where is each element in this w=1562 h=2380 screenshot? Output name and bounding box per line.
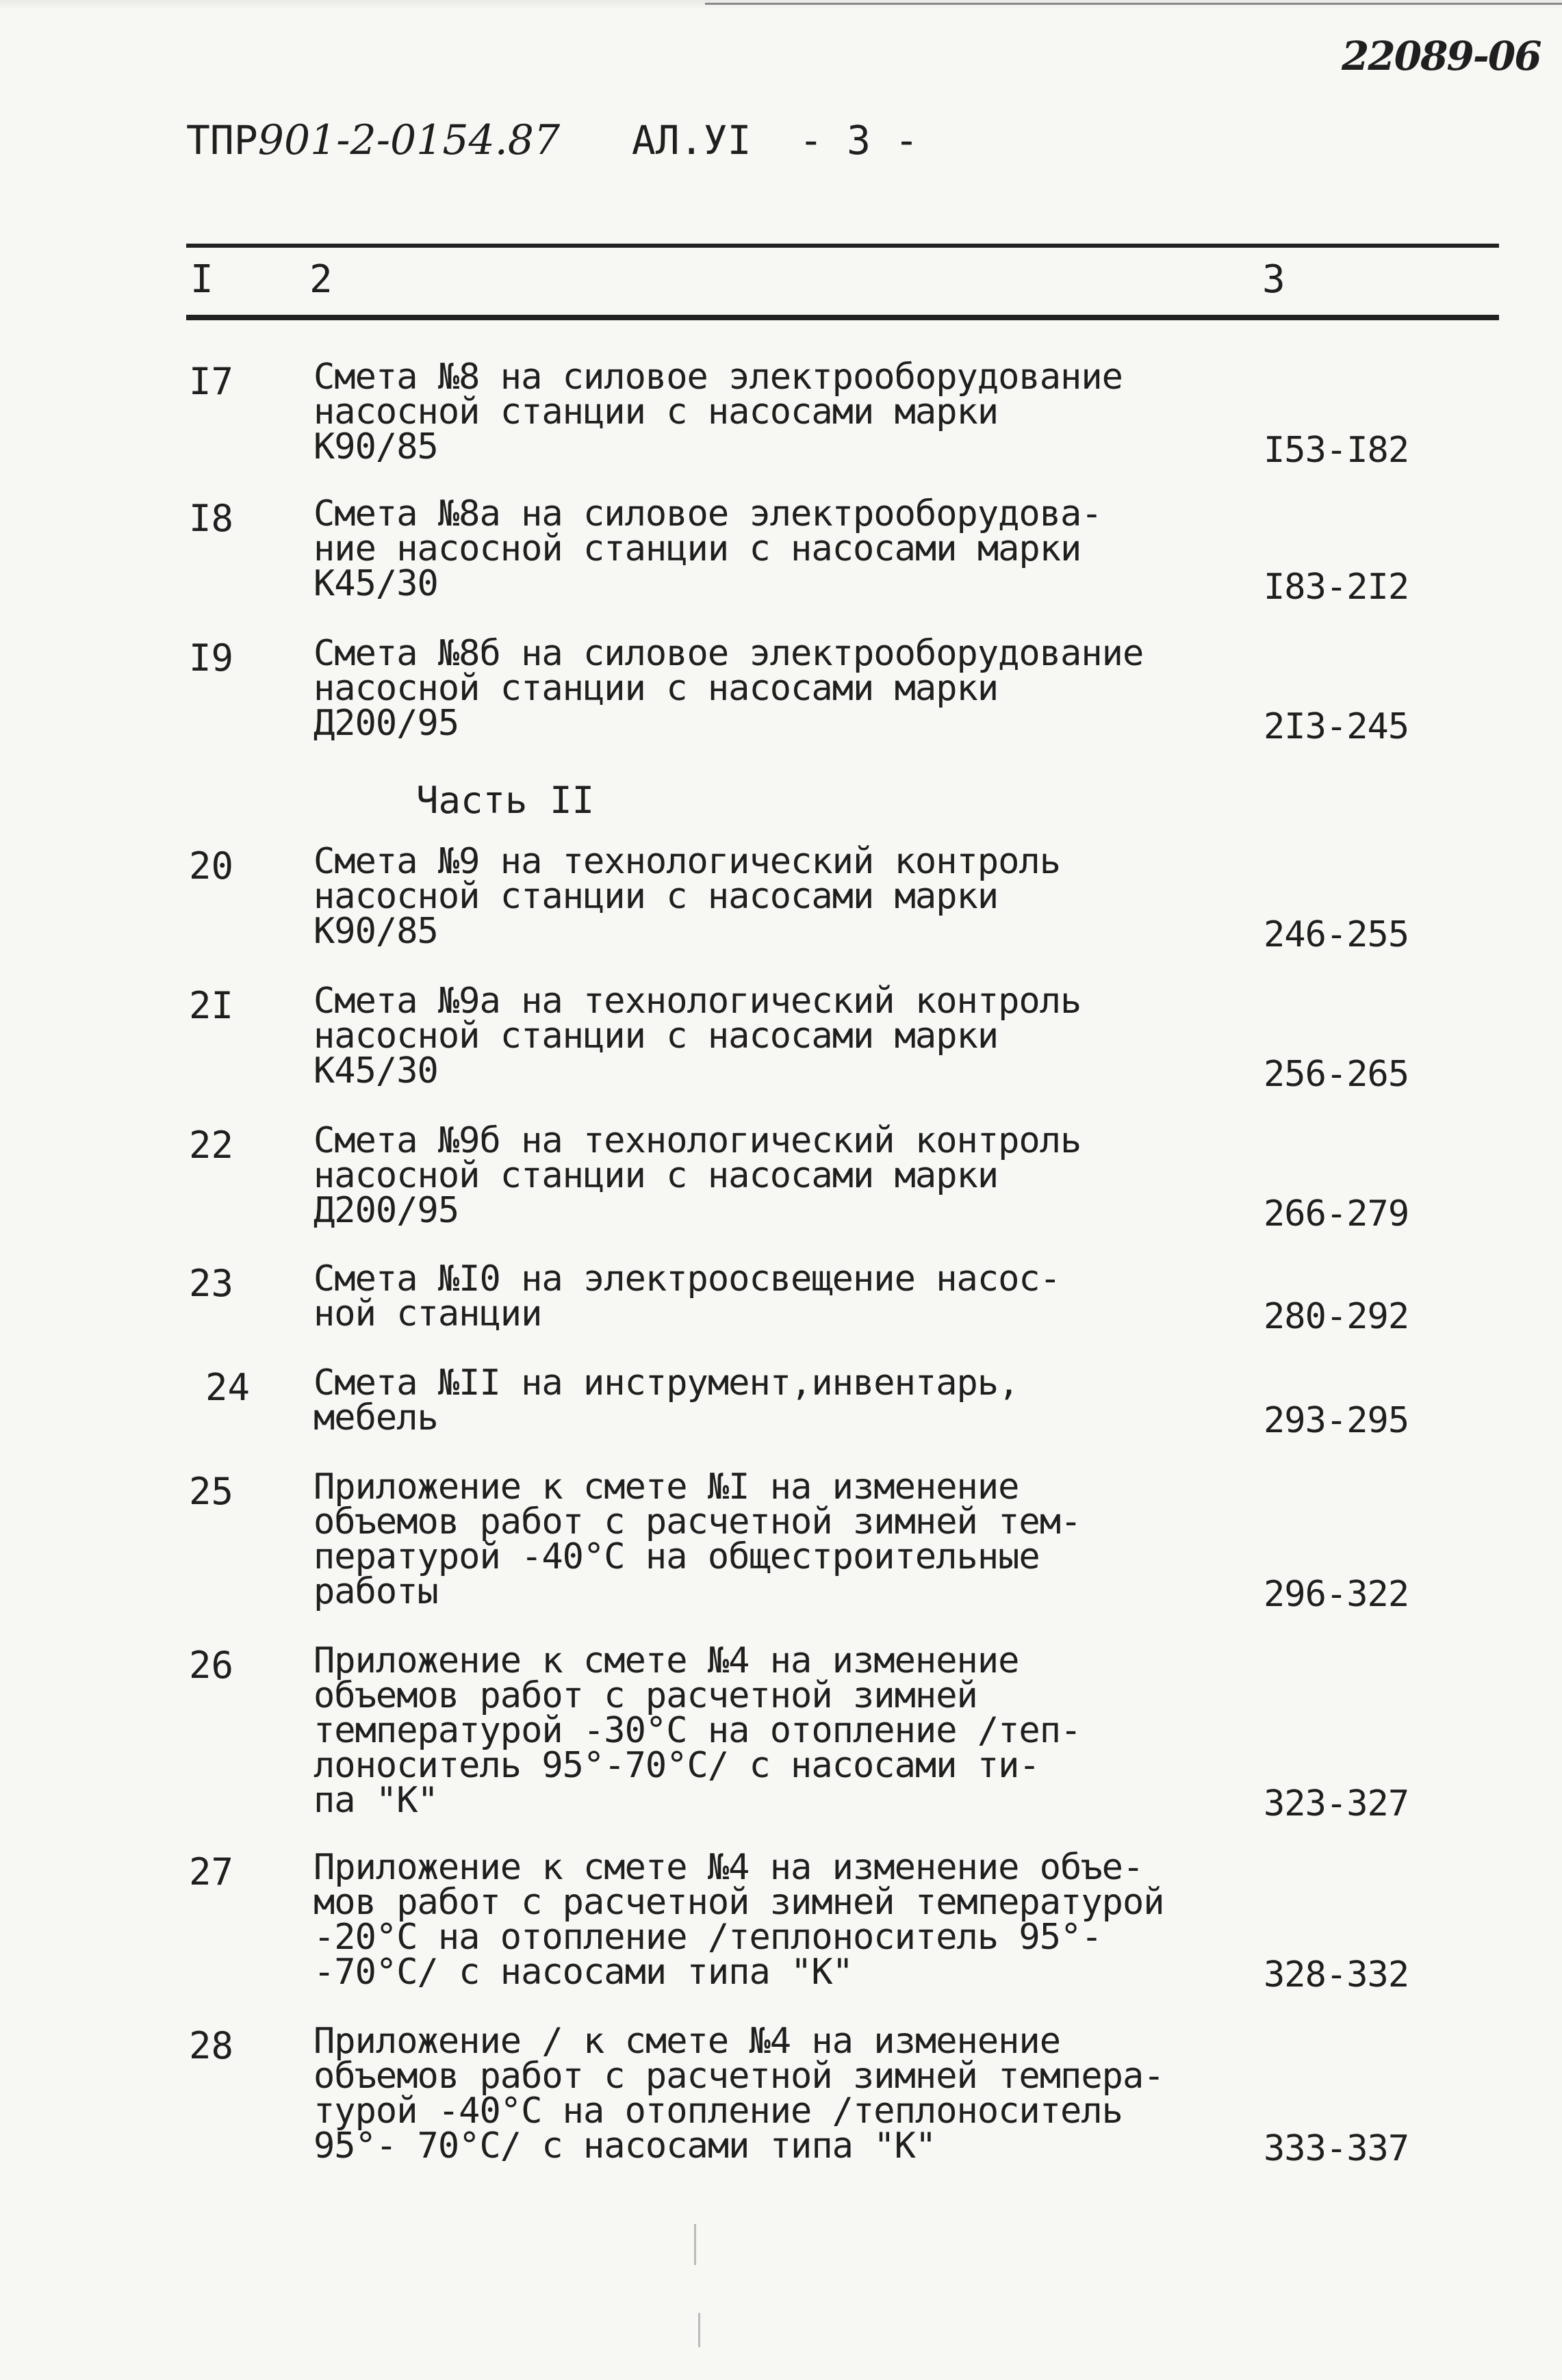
scan-edge <box>0 0 1562 10</box>
row-pages: I83-2I2 <box>1264 567 1409 608</box>
row-number: 25 <box>189 1470 234 1513</box>
table-header-rule <box>186 315 1499 320</box>
row-pages: 333-337 <box>1264 2128 1409 2169</box>
row-description: Приложение к смете №4 на изменение объемов работ с расчетной зимней температурой -30°С на отопление /теп- лоноситель 95°-70°С/ с насосами ти- па "К" <box>313 1640 1081 1821</box>
row-description: Смета №8а на силовое электрооборудова- ние насосной станции с насосами марки К45/30 <box>313 493 1102 604</box>
header-code: 901-2-0154.87 <box>257 116 561 164</box>
row-description: Приложение / к смете №4 на изменение объемов работ с расчетной зимней темпера- турой -40°С на отопление /теплоноситель 95°- 70°С/ с насосами типа "К" <box>313 2021 1164 2166</box>
row-pages: 246-255 <box>1264 914 1409 955</box>
row-number: 28 <box>189 2024 234 2067</box>
row-number: I7 <box>189 360 234 403</box>
row-description: Смета №II на инструмент,инвентарь, мебель <box>313 1362 1019 1438</box>
row-number: 23 <box>189 1262 234 1305</box>
row-pages: 266-279 <box>1264 1193 1409 1234</box>
row-pages: 296-322 <box>1264 1574 1409 1615</box>
row-description: Смета №8 на силовое электрооборудование насосной станции с насосами марки К90/85 <box>313 357 1123 467</box>
row-description: Приложение к смете №4 на изменение объе- мов работ с расчетной зимней температурой -20°С на отопление /теплоноситель 95°- -70°С/ с насосами типа "К" <box>313 1847 1164 1993</box>
header-page-number: - 3 - <box>799 117 919 164</box>
row-number: I9 <box>189 636 234 680</box>
row-description: Приложение к смете №I на изменение объемов работ с расчетной зимней тем- пературой -40°С на общестроительные работы <box>313 1466 1081 1612</box>
scan-artifact-mark <box>698 2313 700 2347</box>
row-pages: I53-I82 <box>1264 430 1409 471</box>
row-pages: 328-332 <box>1264 1954 1409 1995</box>
row-number: I8 <box>189 497 234 540</box>
row-pages: 323-327 <box>1264 1783 1409 1824</box>
row-description: Смета №9 на технологический контроль насосной станции с насосами марки К90/85 <box>313 841 1061 952</box>
row-number: 27 <box>189 1850 234 1893</box>
header-prefix: ТПР <box>186 117 258 164</box>
archive-stamp-number: 22089-06 <box>1342 33 1541 79</box>
row-number: 26 <box>189 1644 234 1687</box>
row-pages: 293-295 <box>1264 1400 1409 1441</box>
table-top-rule <box>186 244 1499 248</box>
part-heading: Часть II <box>416 779 595 822</box>
column-header-2: 2 <box>309 257 333 302</box>
top-border-line <box>705 3 1562 5</box>
row-number: 2I <box>189 984 234 1027</box>
row-description: Смета №8б на силовое электрооборудование насосной станции с насосами марки Д200/95 <box>313 633 1144 744</box>
row-pages: 256-265 <box>1264 1054 1409 1095</box>
row-pages: 280-292 <box>1264 1296 1409 1337</box>
scan-artifact-mark <box>694 2224 696 2265</box>
row-description: Смета №9б на технологический контроль насосной станции с насосами марки Д200/95 <box>313 1120 1081 1231</box>
row-description: Смета №9а на технологический контроль насосной станции с насосами марки К45/30 <box>313 981 1081 1091</box>
row-number: 22 <box>189 1124 234 1167</box>
row-number: 20 <box>189 844 234 888</box>
row-pages: 2I3-245 <box>1264 706 1409 747</box>
column-header-1: I <box>190 257 214 302</box>
row-description: Смета №I0 на электроосвещение насос- ной станции <box>313 1258 1061 1334</box>
document-header <box>186 116 919 164</box>
row-number: 24 <box>205 1366 251 1409</box>
column-header-3: 3 <box>1262 257 1285 302</box>
header-album: АЛ.УI <box>631 117 752 164</box>
